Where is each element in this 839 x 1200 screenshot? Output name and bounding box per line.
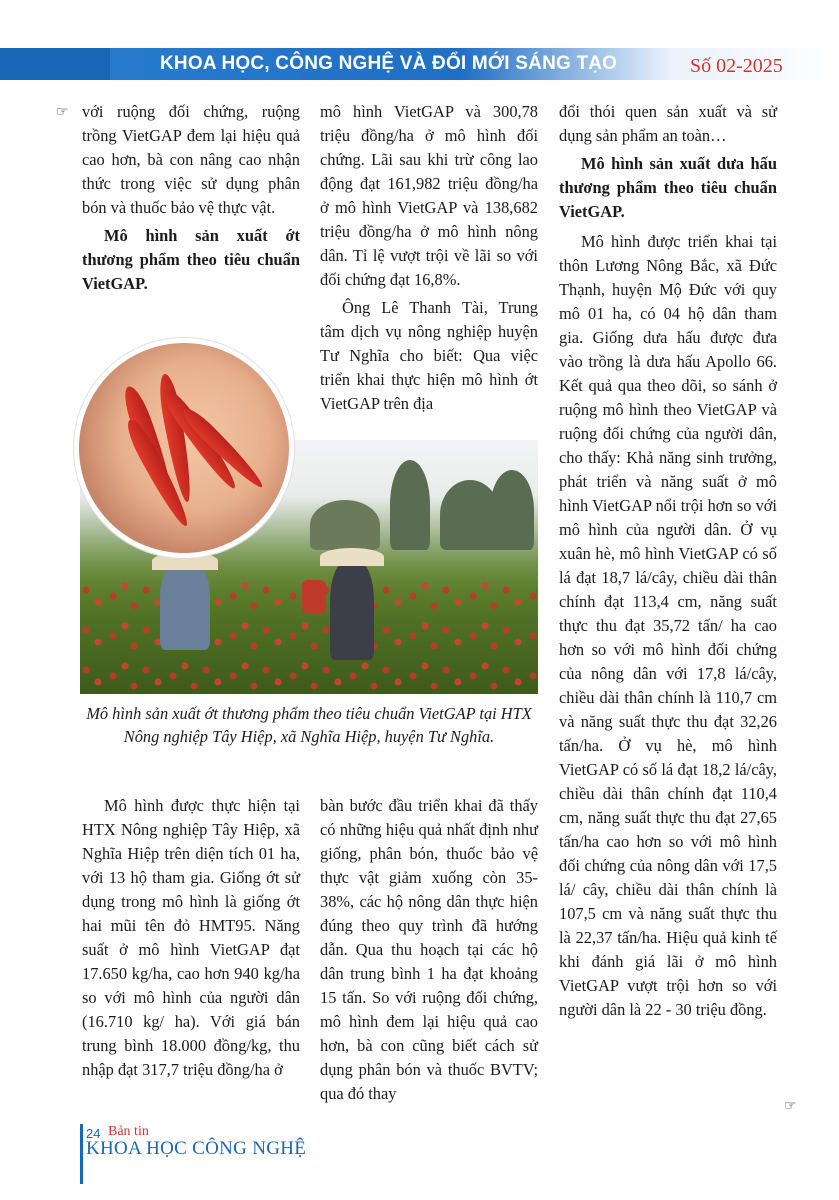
column-3 — [559, 100, 777, 1026]
column-2-bottom — [320, 794, 538, 1110]
column-1-top — [82, 100, 300, 302]
footer-ban-tin: Bản tin — [108, 1124, 149, 1139]
paragraph: Ông Lê Thanh Tài, Trung tâm dịch vụ nông nghiệp huyện Tư Nghĩa cho biết: Qua việc triển khai thực hiện mô hình ớt VietGAP trên địa — [320, 298, 538, 413]
paragraph: mô hình VietGAP và 300,78 triệu đồng/ha ở mô hình đối chứng. Lãi sau khi trừ công lao động đạt 161,982 triệu đồng/ha ở mô hình VietGAP và 138,682 triệu đồng/ha ở mô hình nông dân. Tỉ lệ vượt trội về lãi so với đối chứng đạt 16,8%. — [320, 102, 538, 289]
red-bag — [302, 580, 326, 614]
farmer-figure — [330, 560, 374, 660]
pointing-hand-icon: ☞ — [56, 104, 69, 120]
farmer-hat — [320, 548, 384, 566]
paragraph: Mô hình được triển khai tại thôn Lương Nông Bắc, xã Đức Thạnh, huyện Mộ Đức với quy mô 01 ha, có 04 hộ dân tham gia. Giống dưa hấu được đưa vào trồng là dưa hấu Apollo 66. Kết quả qua theo dõi, so sánh ở ruộng mô hình theo VietGAP và ruộng đối chứng của người dân, cho thấy: Khả năng sinh trưởng, phát triển và năng suất ở mô hình VietGAP nổi trội hơn so với mô hình của người dân. Ở vụ xuân hè, mô hình VietGAP có số lá đạt 18,7 lá/cây, chiều dài thân chính đạt 113,4 cm, năng suất thực thu đạt 35,72 tấn/ ha cao hơn so với mô hình đối chứng của nông dân với 17,8 lá/cây, chiều dài thân chính là 110,7 cm và năng suất thực thu đạt 32,26 tấn/ha. Ở vụ hè, mô hình VietGAP có số lá đạt 18,2 lá/cây, chiều dài thân chính đạt 110,4 cm, năng suất thực thu đạt 27,65 tấn/ha cao hơn so với mô hình đối chứng của nông dân với 17,5 lá/ cây, chiều dài thân chính là 107,5 cm và năng suất thực thu là 22,37 tấn/ha. Hiệu quả kinh tế khi đánh giá lãi ở mô hình VietGAP vượt trội hơn so với người dân là 22 - 30 triệu đồng. — [559, 232, 777, 1019]
paragraph: đổi thói quen sản xuất và sử dụng sản phẩm an toàn… — [559, 102, 777, 145]
paragraph: với ruộng đối chứng, ruộng trồng VietGAP đem lại hiệu quả cao hơn, bà con nâng cao nhận thức trong việc sử dụng phân bón và thuốc bảo vệ thực vật. — [82, 102, 300, 217]
footer-publication-name: KHOA HỌC CÔNG NGHỆ — [86, 1138, 307, 1159]
photo-caption: Mô hình sản xuất ớt thương phẩm theo tiêu chuẩn VietGAP tại HTX Nông nghiệp Tây Hiệp, xã Nghĩa Hiệp, huyện Tư Nghĩa. — [86, 704, 532, 746]
header-title: KHOA HỌC, CÔNG NGHỆ VÀ ĐỔI MỚI SÁNG TẠO — [160, 53, 618, 74]
column-1-bottom — [82, 794, 300, 1086]
header-tab — [0, 48, 110, 80]
column-2-top — [320, 100, 538, 420]
section-heading-watermelon: Mô hình sản xuất dưa hấu thương phẩm theo tiêu chuẩn VietGAP. — [559, 154, 777, 221]
paragraph: Mô hình được thực hiện tại HTX Nông nghiệp Tây Hiệp, xã Nghĩa Hiệp trên diện tích 01 ha, với 13 hộ tham gia. Giống ớt sử dụng trong mô hình là giống ớt hai mũi tên đỏ HMT95. Năng suất ở mô hình VietGAP đạt 17.650 kg/ha, cao hơn 940 kg/ha so với mô hình của người dân (16.710 kg/ ha). Với giá bán trung bình 18.000 đồng/kg, thu nhập đạt 317,7 triệu đồng/ha ở — [82, 796, 300, 1079]
section-heading-chili: Mô hình sản xuất ớt thương phẩm theo tiêu chuẩn VietGAP. — [82, 226, 300, 293]
farmer-figure — [160, 560, 210, 650]
tree — [390, 460, 430, 550]
tree — [310, 500, 380, 550]
footer-bar — [80, 1124, 83, 1184]
page-number: 24 — [86, 1126, 101, 1141]
issue-number: Số 02-2025 — [690, 55, 783, 77]
pointing-hand-icon: ☞ — [784, 1098, 797, 1114]
tree — [490, 470, 534, 550]
paragraph: bàn bước đầu triển khai đã thấy có những hiệu quả nhất định như giống, phân bón, thuốc bảo vệ thực vật giảm xuống còn 35-38%, các hộ nông dân thực hiện đúng theo quy trình đã hướng dẫn. Qua thu hoạch tại các hộ dân trung bình 1 ha đạt khoảng 15 tấn. So với ruộng đối chứng, mô hình đem lại hiệu quả cao hơn, bà con cũng biết cách sử dụng phân bón và thuốc BVTV; qua đó thay — [320, 796, 538, 1103]
chili-hand-photo — [74, 338, 294, 558]
